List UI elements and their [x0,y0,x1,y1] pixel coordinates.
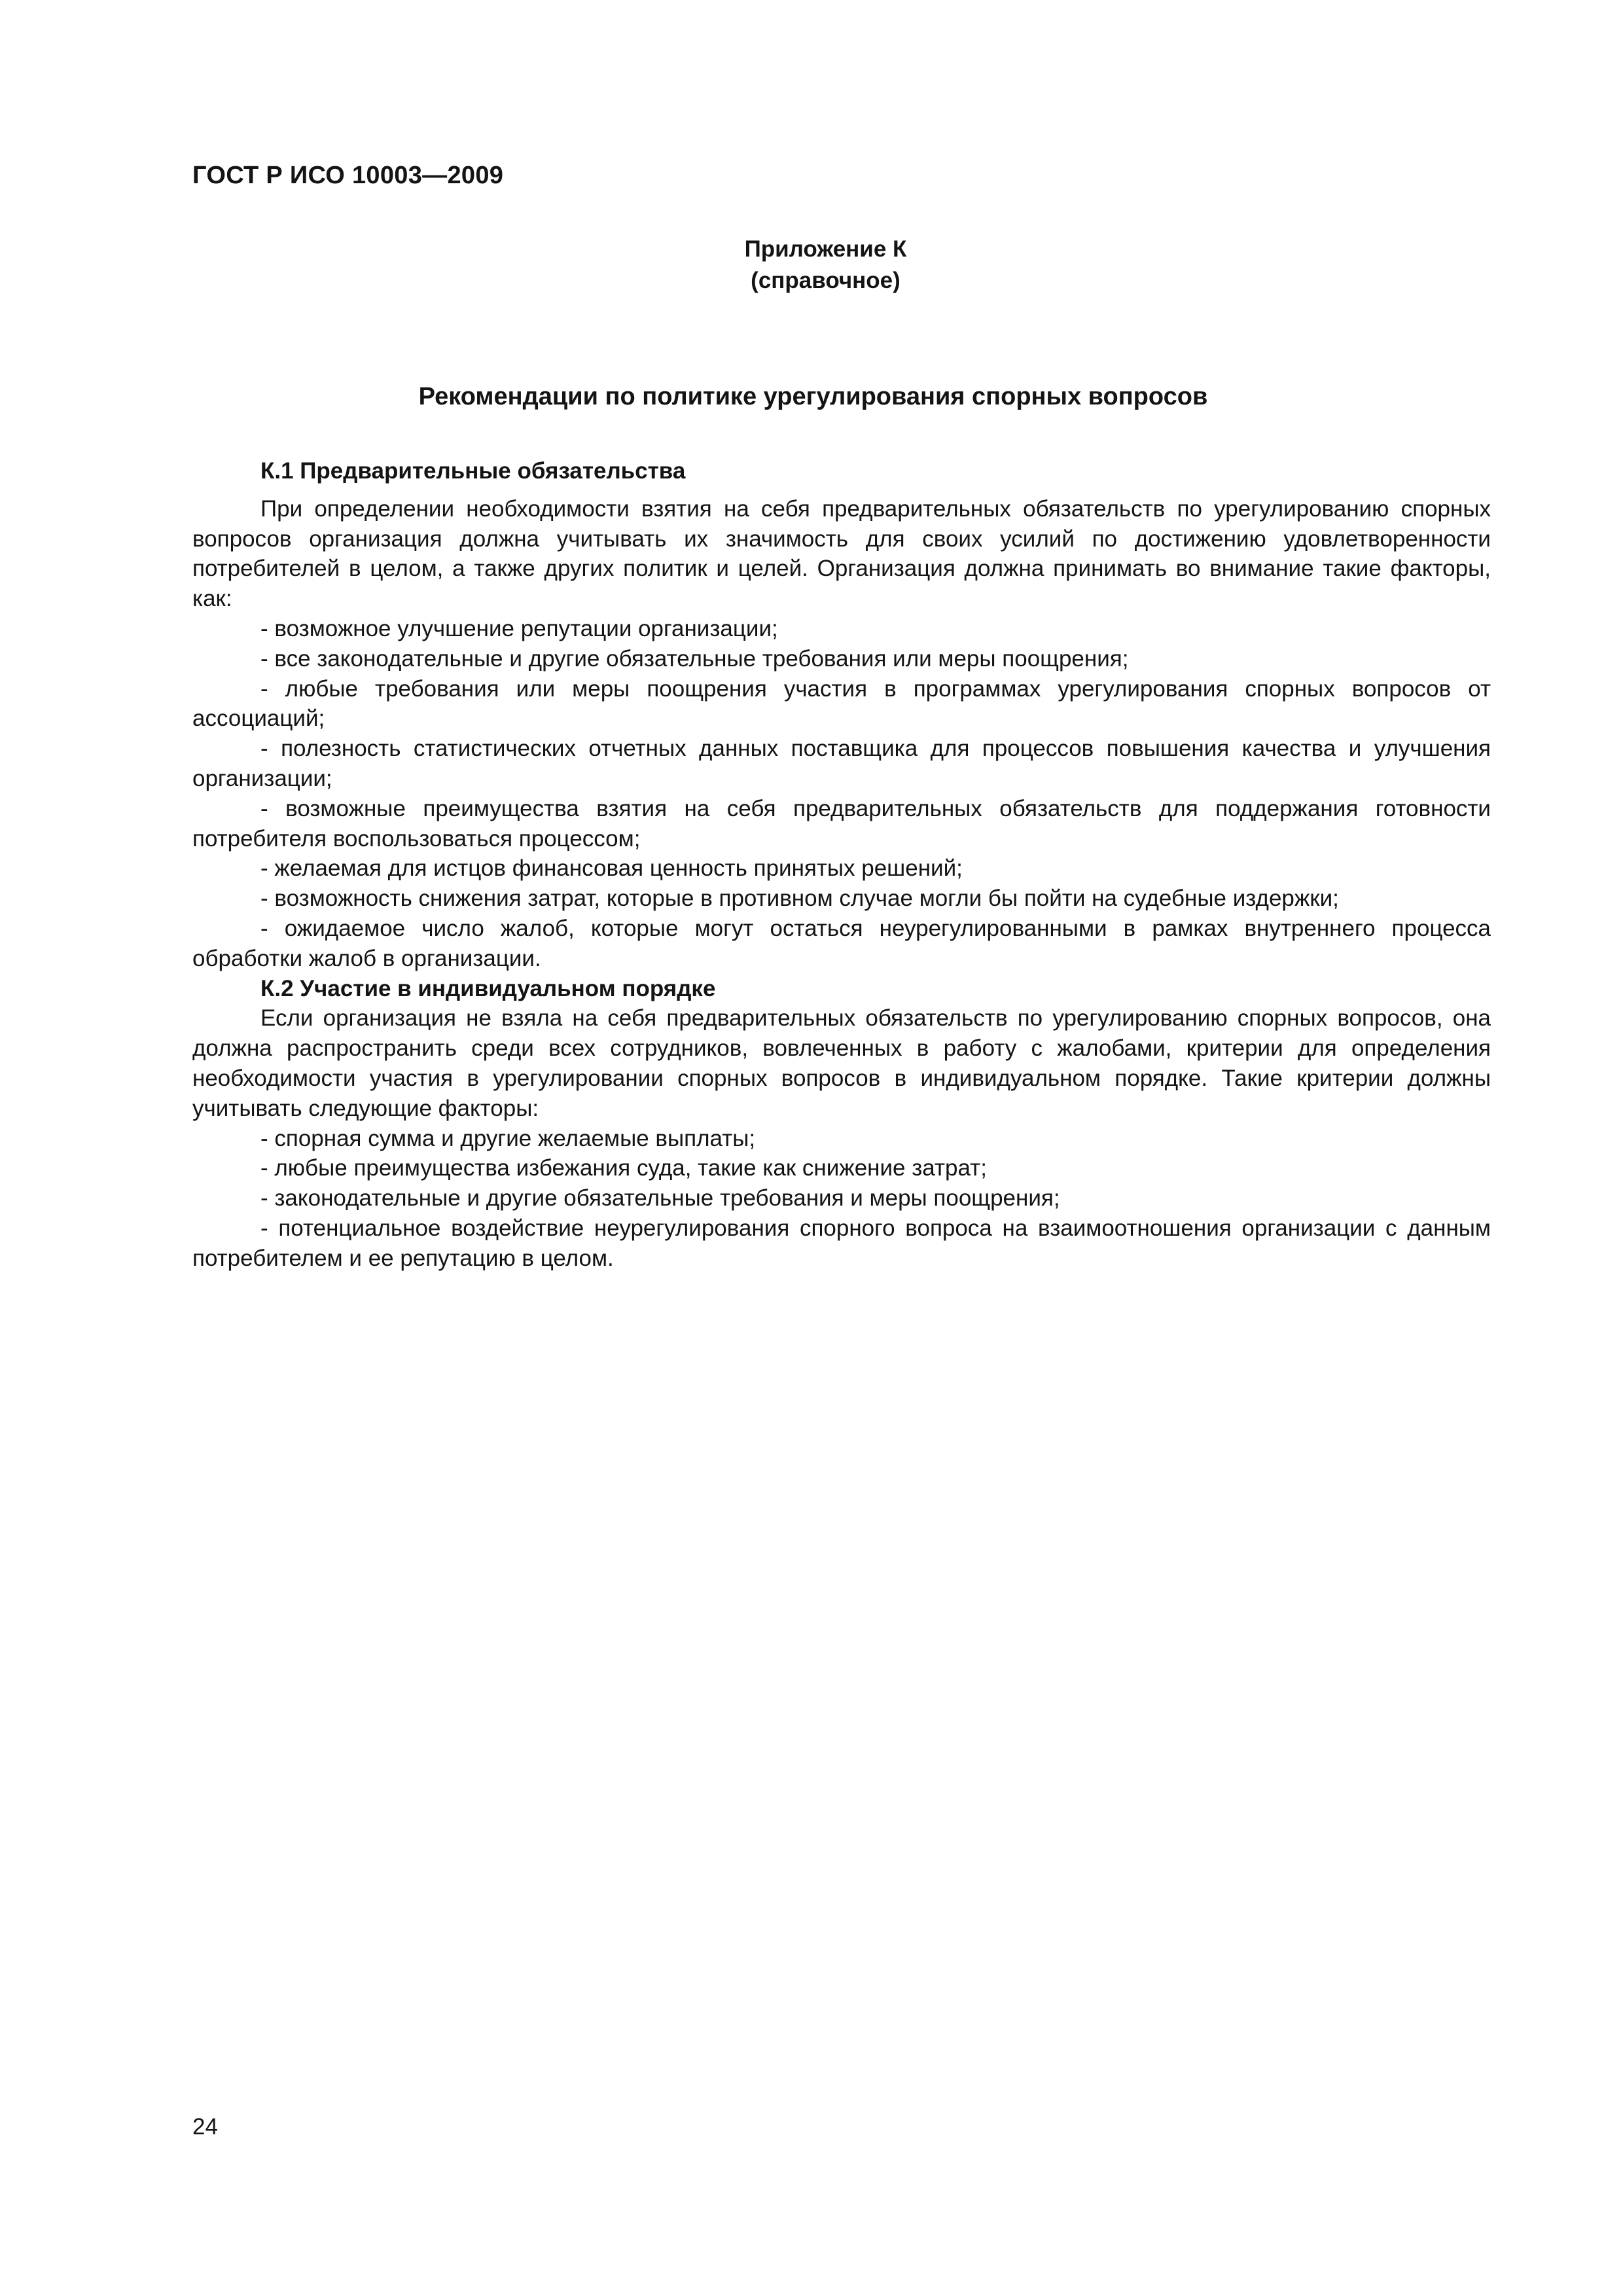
list-item: - законодательные и другие обязательные требования и меры поощрения; [260,1185,1060,1211]
list-item: - потенциальное воздействие неурегулирования спорного вопроса на взаимоотношения организации с данным потребителем и ее репутацию в целом. [192,1215,1491,1271]
appendix-label: Приложение К [744,236,907,262]
list-item: - любые требования или меры поощрения участия в программах урегулирования спорных вопросов от ассоциаций; [192,675,1491,732]
list-item: - возможность снижения затрат, которые в противном случае могли бы пойти на судебные издержки; [260,886,1339,912]
list-item: - возможные преимущества взятия на себя предварительных обязательств для поддержания готовности потребителя воспользоваться процессом; [192,795,1491,852]
appendix-type: (справочное) [751,268,901,293]
list-item: - ожидаемое число жалоб, которые могут остаться неурегулированными в рамках внутреннего процесса обработки жалоб в организации. [192,915,1491,971]
section-k1-heading: К.1 Предварительные обязательства [260,458,686,484]
section-k2-intro: Если организация не взяла на себя предварительных обязательств по урегулированию спорных вопросов, она должна распространить среди всех сотрудников, вовлеченных в работу с жалобами, критерии для определения необходимости участия в урегулировании спорных вопросов в индивидуальном порядке. Такие критерии должны учитывать следующие факторы: [192,1005,1491,1121]
page-title: Рекомендации по политике урегулирования спорных вопросов [418,383,1208,410]
list-item: - любые преимущества избежания суда, такие как снижение затрат; [260,1155,987,1181]
list-item: - спорная сумма и другие желаемые выплаты; [260,1125,756,1151]
section-k1-intro: При определении необходимости взятия на себя предварительных обязательств по урегулированию спорных вопросов организация должна учитывать их значимость для своих усилий по достижению удовлетворенности потребителей в целом, а также других политик и целей. Организация должна принимать во внимание такие факторы, как: [192,495,1491,612]
list-item: - возможное улучшение репутации организации; [260,615,778,641]
list-item: - полезность статистических отчетных данных поставщика для процессов повышения качества и улучшения организации; [192,736,1491,791]
section-k2-heading: К.2 Участие в индивидуальном порядке [260,975,716,1001]
appendix-heading [0,234,1623,296]
document-body [192,456,1491,1274]
page-number: 24 [192,2114,218,2140]
list-item: - все законодательные и другие обязательные требования или меры поощрения; [260,645,1129,672]
list-item: - желаемая для истцов финансовая ценность принятых решений; [260,855,963,882]
document-code: ГОСТ Р ИСО 10003—2009 [192,162,504,189]
